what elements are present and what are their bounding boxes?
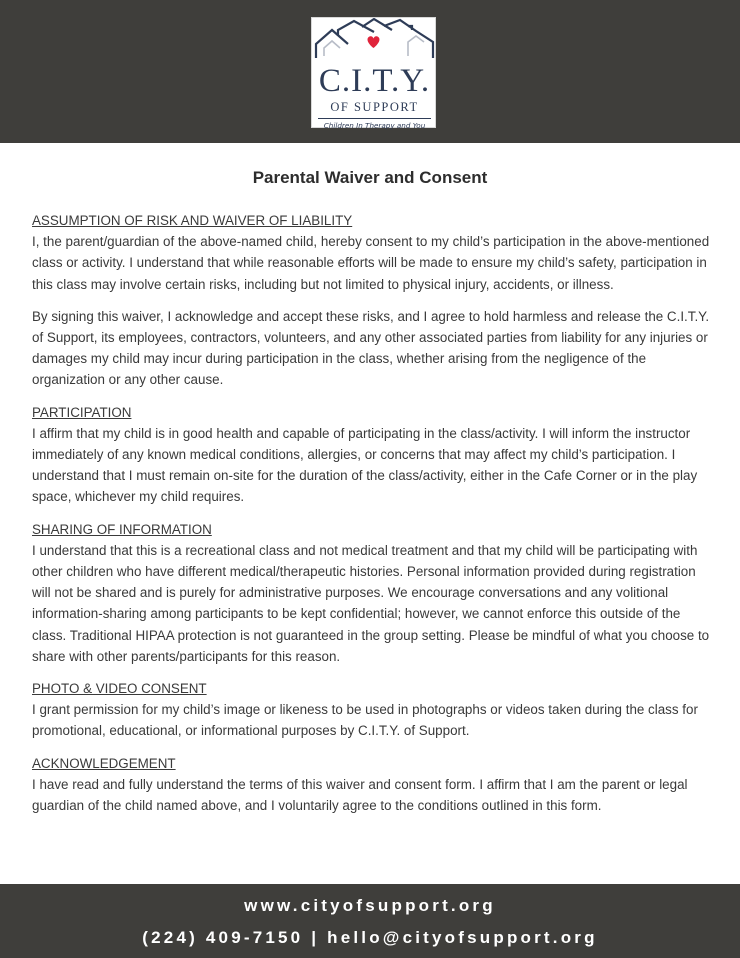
section-heading: ASSUMPTION OF RISK AND WAIVER OF LIABILITY bbox=[32, 213, 353, 228]
logo-tagline: Children In Therapy and You bbox=[323, 121, 426, 130]
document-title: Parental Waiver and Consent bbox=[252, 168, 488, 187]
footer-band bbox=[0, 884, 740, 958]
section-paragraph: I, the parent/guardian of the above-named child, hereby consent to my child’s participation in the above-mentioned class or activity. I understand that while reasonable efforts will be made to ensure my child’s safety, participation in this class may involve certain risks, including but not limited to physical injury, accidents, or illness. bbox=[32, 234, 710, 292]
header-band bbox=[0, 0, 740, 143]
section-paragraph: I understand that this is a recreational class and not medical treatment and that my child will be participating with other children who have different medical/therapeutic histories. Personal information provided during registration will not be shared and is purely for administrative purposes. We encourage conversations and any volitional information-sharing among participants to be kept confidential; however, we cannot enforce this outside of the class. Traditional HIPAA protection is not guaranteed in the group setting. Please be mindful of what you choose to share with other parents/participants for this reason. bbox=[32, 542, 710, 664]
logo-divider bbox=[318, 118, 431, 119]
logo-name: C.I.T.Y. bbox=[318, 63, 431, 99]
section-acknowledgement bbox=[32, 753, 712, 817]
section-participation bbox=[32, 402, 712, 508]
heart-icon bbox=[368, 36, 380, 48]
logo-subtitle: OF SUPPORT bbox=[330, 100, 419, 114]
section-paragraph: I grant permission for my child’s image or likeness to be used in photographs or videos taken during the class for promotional, educational, or informational purposes by C.I.T.Y. of Support. bbox=[32, 702, 698, 739]
document-body bbox=[32, 210, 712, 827]
section-paragraph: I have read and fully understand the terms of this waiver and consent form. I affirm that I am the parent or legal guardian of the child named above, and I voluntarily agree to the conditions outlined in this form. bbox=[32, 776, 688, 814]
city-of-support-logo bbox=[311, 17, 436, 128]
section-heading: PARTICIPATION bbox=[32, 404, 132, 420]
section-paragraph: By signing this waiver, I acknowledge and accept these risks, and I agree to hold harmless and release the C.I.T.Y. of Support, its employees, contractors, volunteers, and any other associated parties from liability for any injuries or damages my child may incur during participation in the class, whether arising from the negligence of the organization or any other cause. bbox=[32, 308, 710, 388]
footer-website: www.cityofsupport.org bbox=[244, 896, 496, 915]
section-assumption-of-risk bbox=[32, 210, 712, 391]
section-photo-video-consent bbox=[32, 678, 712, 742]
section-heading: PHOTO & VIDEO CONSENT bbox=[32, 681, 207, 697]
section-heading: SHARING OF INFORMATION bbox=[32, 521, 212, 537]
section-heading: ACKNOWLEDGEMENT bbox=[32, 755, 176, 771]
footer-contact: (224) 409-7150 | hello@cityofsupport.org bbox=[142, 928, 598, 947]
section-sharing-of-information bbox=[32, 519, 712, 667]
houses-heart-icon bbox=[312, 18, 437, 68]
section-paragraph: I affirm that my child is in good health and capable of participating in the class/activity. I will inform the instructor immediately of any known medical conditions, allergies, or concerns that may affect my child’s participation. I understand that I must remain on-site for the duration of the class/activity, either in the Cafe Corner or in the play space, whichever my child requires. bbox=[32, 425, 698, 505]
